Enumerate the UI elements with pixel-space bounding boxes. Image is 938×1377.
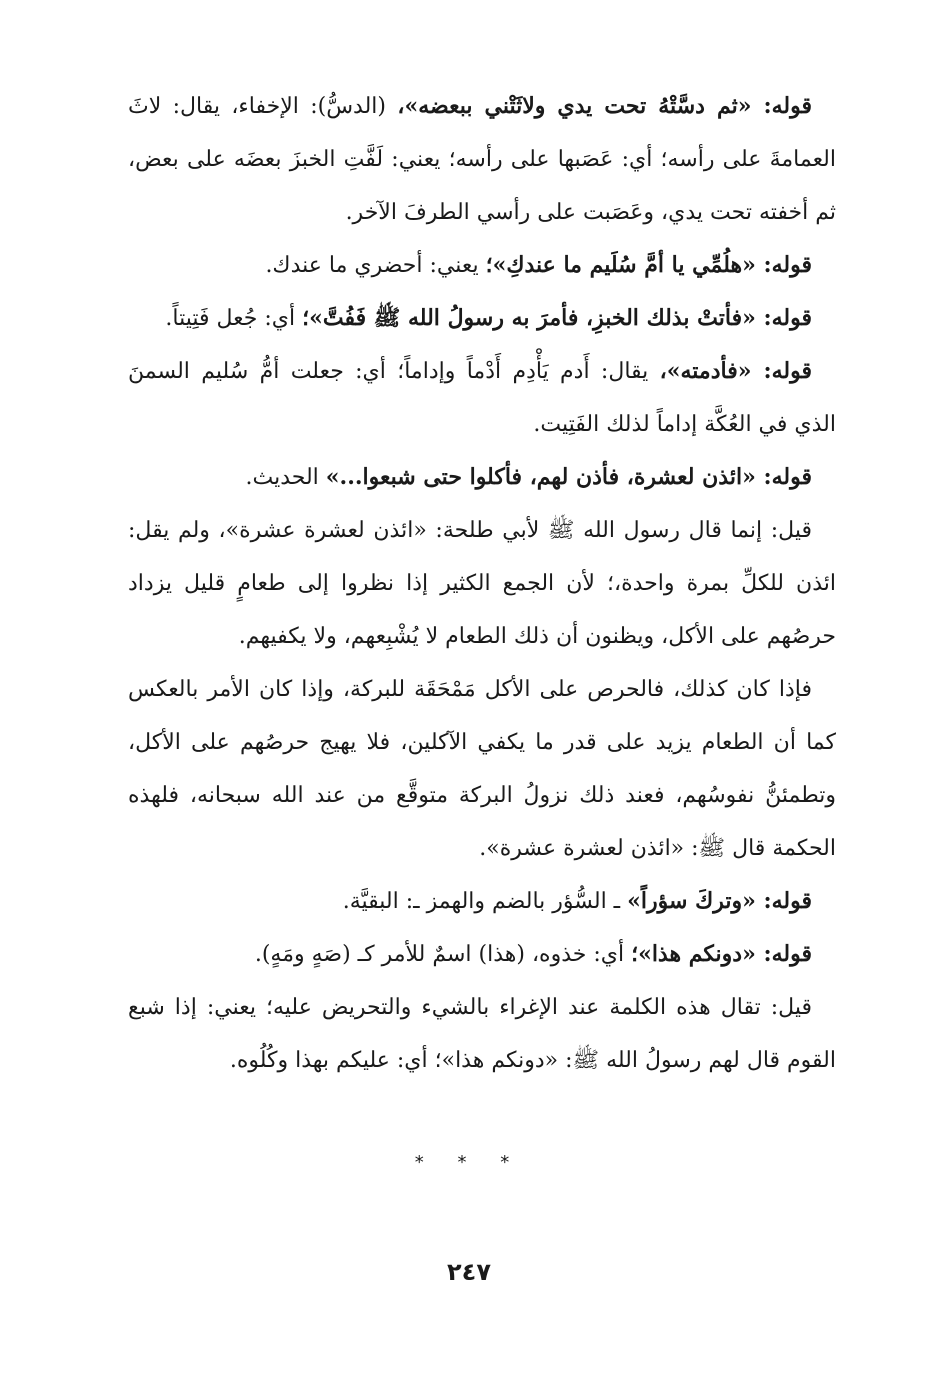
lemma-quote: قوله: «فأتتْ بذلك الخبزِ، فأمرَ به رسولُ الله ﷺ فَفُتَّ»؛: [302, 305, 812, 331]
paragraph-3: [128, 292, 836, 345]
commentary: أي: جُعل فَتِيتاً.: [165, 306, 303, 331]
lemma-quote: قوله: «وتركَ سؤراً»: [627, 888, 812, 914]
commentary: ـ السُّؤر بالضم والهمز ـ: البقيَّة.: [342, 889, 628, 914]
commentary: يعني: أحضري ما عندك.: [265, 253, 486, 278]
commentary: الحديث.: [245, 465, 326, 490]
paragraph-9: [128, 928, 836, 981]
paragraph-2: [128, 239, 836, 292]
commentary: يقال: أَدم يَأْدِم أَدْماً وإداماً؛ أي: جعلت أمُّ سُليم السمنَ الذي في العُكَّة إداماً لذلك الفَتِيت.: [128, 359, 836, 437]
body-text: [128, 80, 836, 1087]
paragraph-6: [128, 504, 836, 663]
lemma-quote: قوله: «ثم دسَّتْهُ تحت يدي ولاثَتْني ببعضه»،: [397, 93, 812, 119]
commentary: أي: خذوه، (هذا) اسمٌ للأمر كـ (صَهٍ ومَهٍ).: [254, 942, 632, 967]
section-separator: * * *: [414, 1152, 524, 1173]
paragraph-4: [128, 345, 836, 451]
lemma-quote: قوله: «دونكم هذا»؛: [631, 941, 812, 967]
lemma-quote: قوله: «فأدمته»،: [659, 358, 812, 384]
paragraph-10: [128, 981, 836, 1087]
commentary: فإذا كان كذلك، فالحرص على الأكل مَمْحَقَة للبركة، وإذا كان الأمر بالعكس كما أن الطعام يزيد على قدر ما يكفي الآكلين، فلا يهيج حرصُهم على الأكل، وتطمئنُّ نفوسُهم، فعند ذلك نزولُ البركة متوقَّع من عند الله سبحانه، فلهذه الحكمة قال ﷺ: «ائذن لعشرة عشرة».: [128, 677, 836, 861]
paragraph-8: [128, 875, 836, 928]
paragraph-1: [128, 80, 836, 239]
lemma-quote: قوله: «هلُمِّي يا أمَّ سُلَيم ما عندكِ»؛: [485, 252, 812, 278]
lemma-quote: قوله: «ائذن لعشرة، فأذن لهم، فأكلوا حتى شبعوا...»: [325, 464, 812, 490]
commentary: (الدسُّ): الإخفاء، يقال: لاثَ العمامةَ على رأسه؛ أي: عَصَبها على رأسه؛ يعني: لَفَّتِ الخبزَ بعضَه على بعض، ثم أخفته تحت يدي، وعَصَبت على رأسي الطرفَ الآخر.: [128, 94, 836, 225]
page-number: ٢٤٧: [447, 1258, 491, 1286]
paragraph-7: [128, 663, 836, 875]
commentary: قيل: تقال هذه الكلمة عند الإغراء بالشيء والتحريض عليه؛ يعني: إذا شبع القوم قال لهم رسولُ الله ﷺ: «دونكم هذا»؛ أي: عليكم بهذا وكُلُوه.: [128, 995, 836, 1073]
paragraph-5: [128, 451, 836, 504]
commentary: قيل: إنما قال رسول الله ﷺ لأبي طلحة: «ائذن لعشرة عشرة»، ولم يقل: ائذن للكلِّ بمرة واحدة،؛ لأن الجمع الكثير إذا نظروا إلى طعامٍ قليل يزداد حرصُهم على الأكل، ويظنون أن ذلك الطعام لا يُشْبِعهم، ولا يكفيهم.: [128, 518, 836, 649]
